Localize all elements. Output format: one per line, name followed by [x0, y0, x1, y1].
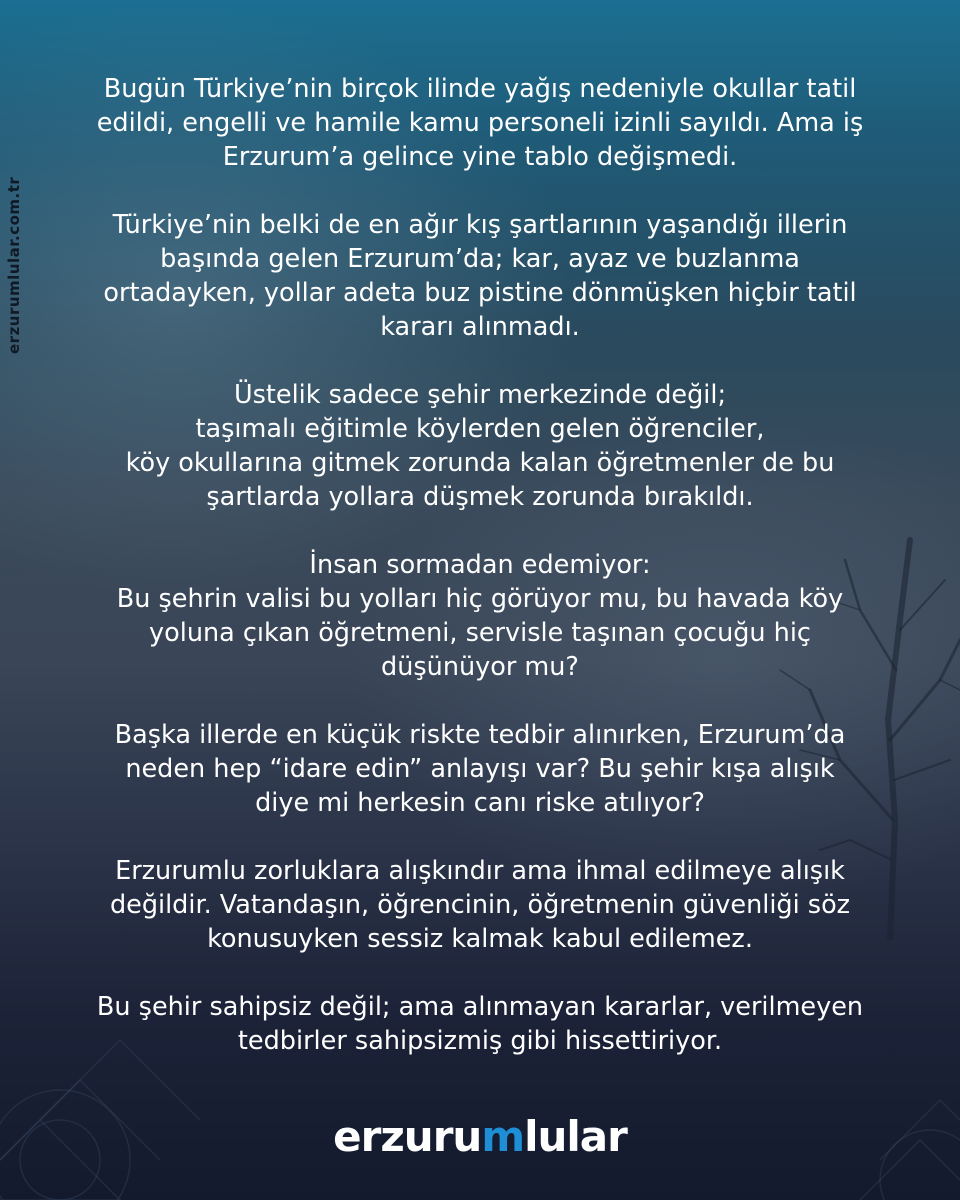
side-website-url: erzurumlular.com.tr: [5, 176, 23, 354]
statement-text: [60, 72, 900, 1092]
text-line: Başka illerde en küçük riskte tedbir alınırken, Erzurum’da: [114, 720, 846, 750]
text-line: köy okullarına gitmek zorunda kalan öğretmenler de bu: [125, 448, 835, 478]
text-line: değildir. Vatandaşın, öğrencinin, öğretmenin güvenliği söz: [109, 890, 851, 920]
text-line: şartlarda yollara düşmek zorunda bırakıldı.: [206, 482, 754, 512]
logo-accent-letter: m: [481, 1112, 525, 1161]
paragraph: [60, 854, 900, 956]
text-line: ortadayken, yollar adeta buz pistine dönmüşken hiçbir tatil: [103, 278, 857, 308]
paragraph: [60, 548, 900, 684]
paragraph: [60, 72, 900, 174]
paragraph: [60, 208, 900, 344]
paragraph: [60, 378, 900, 514]
paragraph: [60, 990, 900, 1058]
text-line: yoluna çıkan öğretmeni, servisle taşınan çocuğu hiç: [149, 618, 811, 648]
logo-text-part: erzuru: [333, 1112, 482, 1161]
text-line: Bu şehrin valisi bu yolları hiç görüyor mu, bu havada köy: [116, 584, 844, 614]
text-line: Türkiye’nin belki de en ağır kış şartlarının yaşandığı illerin: [112, 210, 848, 240]
text-line: Erzurumlu zorluklara alışkındır ama ihmal edilmeye alışık: [115, 856, 845, 886]
text-line: edildi, engelli ve hamile kamu personeli izinli sayıldı. Ama iş: [96, 108, 864, 138]
text-line: düşünüyor mu?: [381, 652, 579, 682]
text-line: başında gelen Erzurum’da; kar, ayaz ve buzlanma: [160, 244, 800, 274]
text-line: taşımalı eğitimle köylerden gelen öğrenciler,: [195, 414, 765, 444]
text-line: Üstelik sadece şehir merkezinde değil;: [233, 380, 727, 410]
text-line: Bu şehir sahipsiz değil; ama alınmayan kararlar, verilmeyen: [96, 992, 864, 1022]
erzurumlular-logo: [0, 1112, 960, 1162]
logo-text-part: lular: [524, 1112, 627, 1161]
text-line: neden hep “idare edin” anlayışı var? Bu şehir kışa alışık: [125, 754, 835, 784]
text-line: konusuyken sessiz kalmak kabul edilemez.: [207, 924, 753, 954]
text-line: tedbirler sahipsizmiş gibi hissettiriyor.: [237, 1026, 723, 1056]
text-line: Bugün Türkiye’nin birçok ilinde yağış nedeniyle okullar tatil: [103, 74, 857, 104]
text-line: İnsan sormadan edemiyor:: [309, 550, 651, 580]
text-line: Erzurum’a gelince yine tablo değişmedi.: [222, 142, 738, 172]
text-line: kararı alınmadı.: [380, 312, 580, 342]
text-line: diye mi herkesin canı riske atılıyor?: [255, 788, 705, 818]
paragraph: [60, 718, 900, 820]
